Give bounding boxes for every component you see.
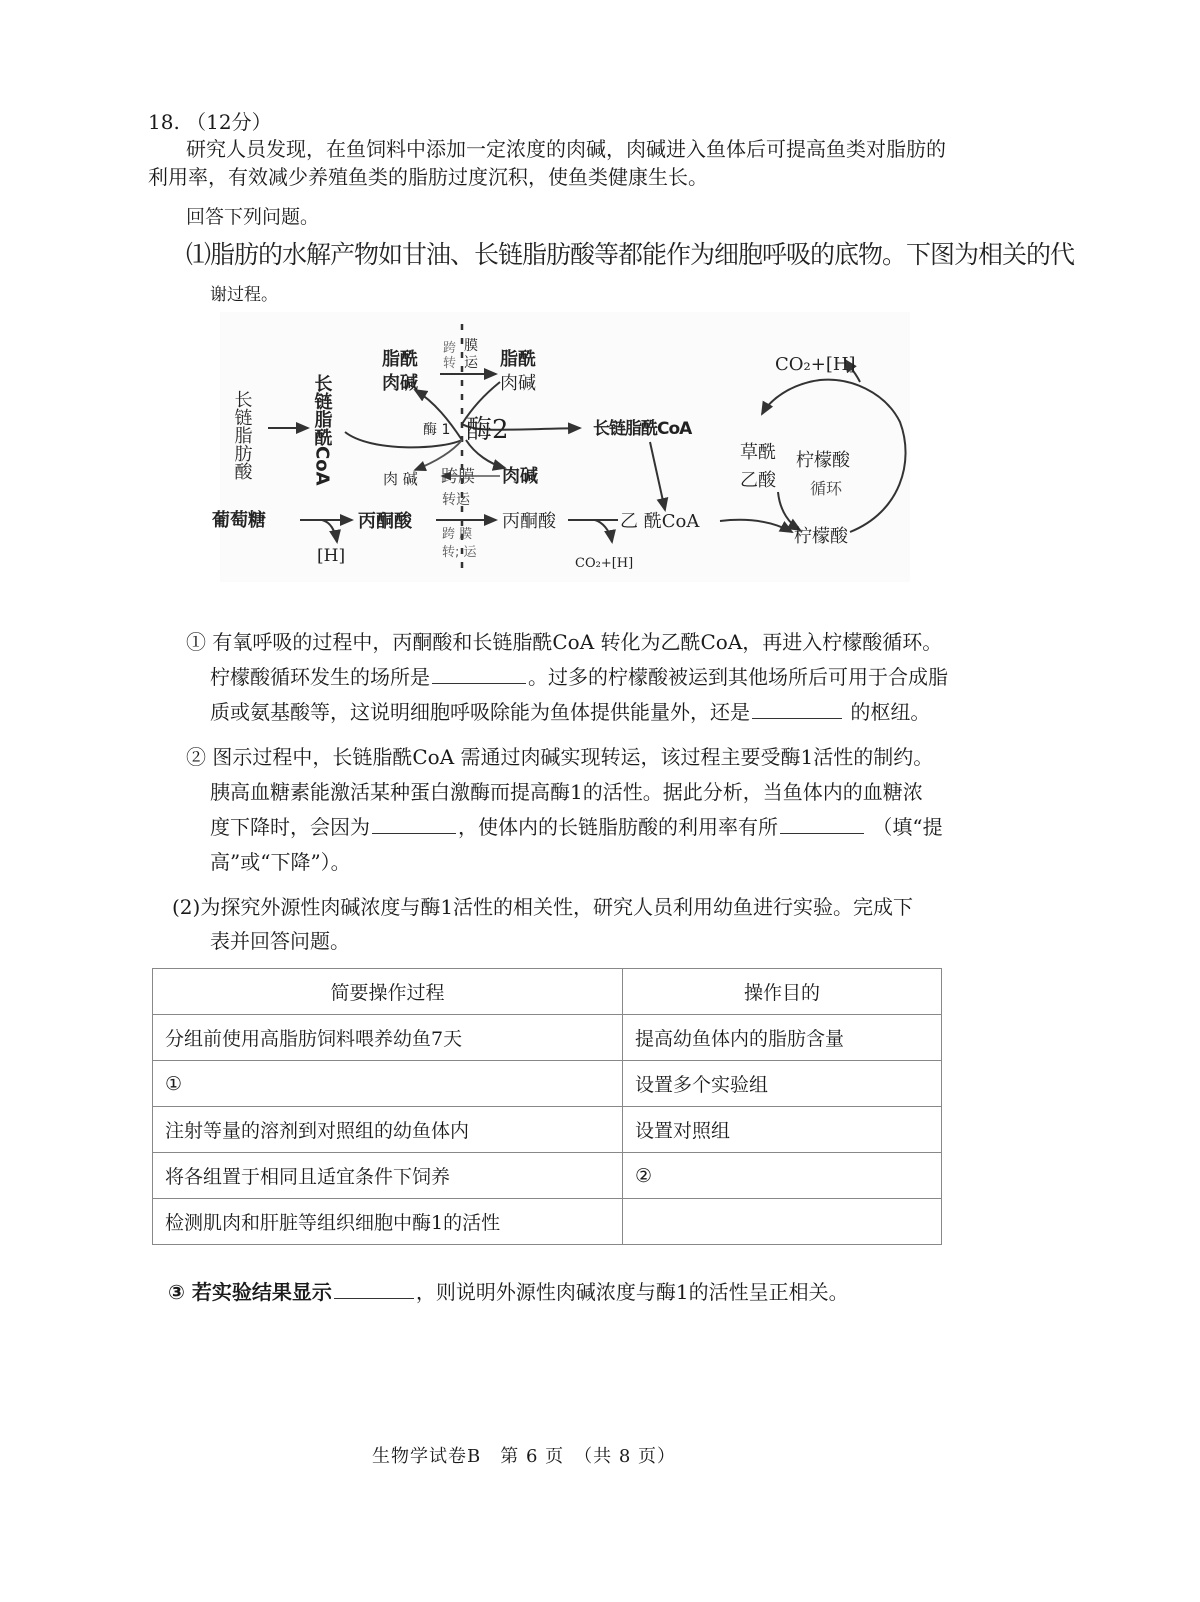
label-transport-top-b: 转 bbox=[443, 356, 457, 371]
table-cell-purpose: 设置对照组 bbox=[623, 1107, 942, 1153]
part2-line-2: 表并回答问题。 bbox=[210, 929, 350, 953]
table-cell-procedure: 分组前使用高脂肪饲料喂养幼鱼7天 bbox=[153, 1015, 623, 1061]
question-index: 18. bbox=[148, 110, 180, 134]
label-enzyme1: 酶 1 bbox=[423, 422, 451, 438]
label-acetyl-coa: 乙 酰CoA bbox=[620, 511, 700, 532]
table-cell-procedure: 注射等量的溶剂到对照组的幼鱼体内 bbox=[153, 1107, 623, 1153]
sub1-line-2a: 柠檬酸循环发生的场所是 bbox=[210, 665, 430, 689]
table-header-purpose: 操作目的 bbox=[623, 969, 942, 1015]
label-long-chain-acyl-coa-right: 长链脂酰CoA bbox=[593, 419, 692, 439]
label-co2-h-top: CO₂+[H] bbox=[775, 354, 856, 375]
label-transport-top-a: 跨 bbox=[443, 341, 457, 356]
part1-line-2: 谢过程。 bbox=[210, 285, 278, 305]
label-acyl-carnitine-left-a: 脂酰 bbox=[382, 349, 418, 370]
table-row bbox=[153, 1015, 942, 1061]
sub2-line-3c: （填“提 bbox=[866, 815, 943, 839]
label-oxaloacetate-a: 草酰 bbox=[740, 442, 776, 463]
label-co2-h-bottom: CO₂+[H] bbox=[575, 556, 634, 571]
label-membrane-top-a: 膜 bbox=[464, 338, 478, 354]
label-carnitine-right: 肉碱 bbox=[502, 466, 538, 487]
table-header-row bbox=[153, 969, 942, 1015]
blank-result[interactable] bbox=[334, 1276, 414, 1299]
sub3-prefix: ③ 若实验结果显示 bbox=[168, 1280, 332, 1304]
answer-prompt: 回答下列问题。 bbox=[186, 206, 320, 228]
table-row bbox=[153, 1107, 942, 1153]
table-cell-purpose bbox=[623, 1199, 942, 1245]
label-membrane-top-b: 运 bbox=[464, 355, 478, 371]
sub1-line-2b: 。过多的柠檬酸被运到其他场所后可用于合成脂 bbox=[528, 665, 948, 689]
label-pyruvate-left: 丙酮酸 bbox=[358, 511, 412, 532]
label-enzyme2: 酶2 bbox=[466, 415, 509, 445]
sub2-line-4: 高”或“下降”）。 bbox=[210, 850, 351, 874]
sub2-line-3 bbox=[210, 810, 943, 844]
label-acyl-carnitine-right-a: 脂酰 bbox=[500, 349, 536, 370]
sub1-line-3 bbox=[210, 695, 930, 729]
table-header-procedure: 简要操作过程 bbox=[153, 969, 623, 1015]
label-transport-mid-b: 转运 bbox=[442, 492, 470, 508]
blank-reason[interactable] bbox=[372, 811, 456, 834]
sub2-line-2: 胰高血糖素能激活某种蛋白激酶而提高酶1的活性。据此分析，当鱼体内的血糖浓 bbox=[210, 780, 923, 804]
metabolism-diagram bbox=[200, 312, 920, 587]
table-row bbox=[153, 1153, 942, 1199]
table-cell-purpose: 设置多个实验组 bbox=[623, 1061, 942, 1107]
label-carnitine-left: 肉 碱 bbox=[383, 470, 418, 488]
sub3-line bbox=[168, 1276, 849, 1305]
label-pyruvate-right: 丙酮酸 bbox=[502, 511, 556, 532]
table-cell-procedure: 将各组置于相同且适宜条件下饲养 bbox=[153, 1153, 623, 1199]
sub1-line-3b: 的枢纽。 bbox=[844, 700, 931, 724]
sub3-rest: ，则说明外源性肉碱浓度与酶1的活性呈正相关。 bbox=[415, 1280, 849, 1304]
intro-line-2: 利用率，有效减少养殖鱼类的脂肪过度沉积，使鱼类健康生长。 bbox=[148, 165, 708, 189]
label-transport-bottom-a: 跨 膜 bbox=[442, 527, 473, 542]
table-cell-procedure: 检测肌肉和肝脏等组织细胞中酶1的活性 bbox=[153, 1199, 623, 1245]
part2-line-1: (2)为探究外源性肉碱浓度与酶1活性的相关性，研究人员利用幼鱼进行实验。完成下 bbox=[172, 895, 914, 919]
label-oxaloacetate-b: 乙酸 bbox=[740, 470, 776, 491]
sub1-line-1: ① 有氧呼吸的过程中，丙酮酸和长链脂酰CoA 转化为乙酰CoA，再进入柠檬酸循环。 bbox=[186, 630, 943, 654]
label-glucose: 葡萄糖 bbox=[212, 510, 266, 531]
page-footer: 生物学试卷B 第 6 页 （共 8 页） bbox=[372, 1446, 677, 1467]
label-long-chain-acyl-coa-vertical: 长链脂酰CoA bbox=[311, 374, 333, 486]
table-cell-purpose-blank2[interactable]: ② bbox=[623, 1153, 942, 1199]
sub1-line-2 bbox=[210, 660, 948, 694]
table-cell-procedure-blank1[interactable]: ① bbox=[153, 1061, 623, 1107]
blank-rate[interactable] bbox=[780, 811, 864, 834]
label-acyl-carnitine-left-b: 肉碱 bbox=[382, 373, 418, 394]
sub2-line-1: ② 图示过程中，长链脂酰CoA 需通过肉碱实现转运，该过程主要受酶1活性的制约。 bbox=[186, 745, 934, 769]
label-h-glycolysis: [H] bbox=[317, 546, 346, 566]
blank-citric-site[interactable] bbox=[432, 661, 526, 684]
table-cell-purpose: 提高幼鱼体内的脂肪含量 bbox=[623, 1015, 942, 1061]
table-row bbox=[153, 1061, 942, 1107]
label-acyl-carnitine-right-b: 肉碱 bbox=[500, 373, 536, 394]
blank-hub[interactable] bbox=[752, 696, 842, 719]
intro-line-1: 研究人员发现，在鱼饲料中添加一定浓度的肉碱，肉碱进入鱼体后可提高鱼类对脂肪的 bbox=[186, 137, 946, 161]
label-citric-cycle-b: 循环 bbox=[810, 479, 843, 498]
label-long-chain-fatty-acid: 长链脂肪酸 bbox=[231, 390, 253, 480]
label-transport-mid: 跨膜 bbox=[441, 467, 475, 487]
question-score: （12分） bbox=[186, 110, 272, 134]
sub1-line-3a: 质或氨基酸等，这说明细胞呼吸除能为鱼体提供能量外，还是 bbox=[210, 700, 750, 724]
label-transport-bottom-b: 转; 运 bbox=[442, 545, 477, 560]
label-citric-cycle-a: 柠檬酸 bbox=[796, 450, 850, 471]
sub2-line-3a: 度下降时，会因为 bbox=[210, 815, 370, 839]
part1-line-1: ⑴脂肪的水解产物如甘油、长链脂肪酸等都能作为细胞呼吸的底物。下图为相关的代 bbox=[186, 240, 1075, 269]
experiment-table bbox=[152, 968, 942, 1245]
table-row bbox=[153, 1199, 942, 1245]
label-citrate: 柠檬酸 bbox=[794, 526, 848, 547]
sub2-line-3b: ，使体内的长链脂肪酸的利用率有所 bbox=[458, 815, 778, 839]
